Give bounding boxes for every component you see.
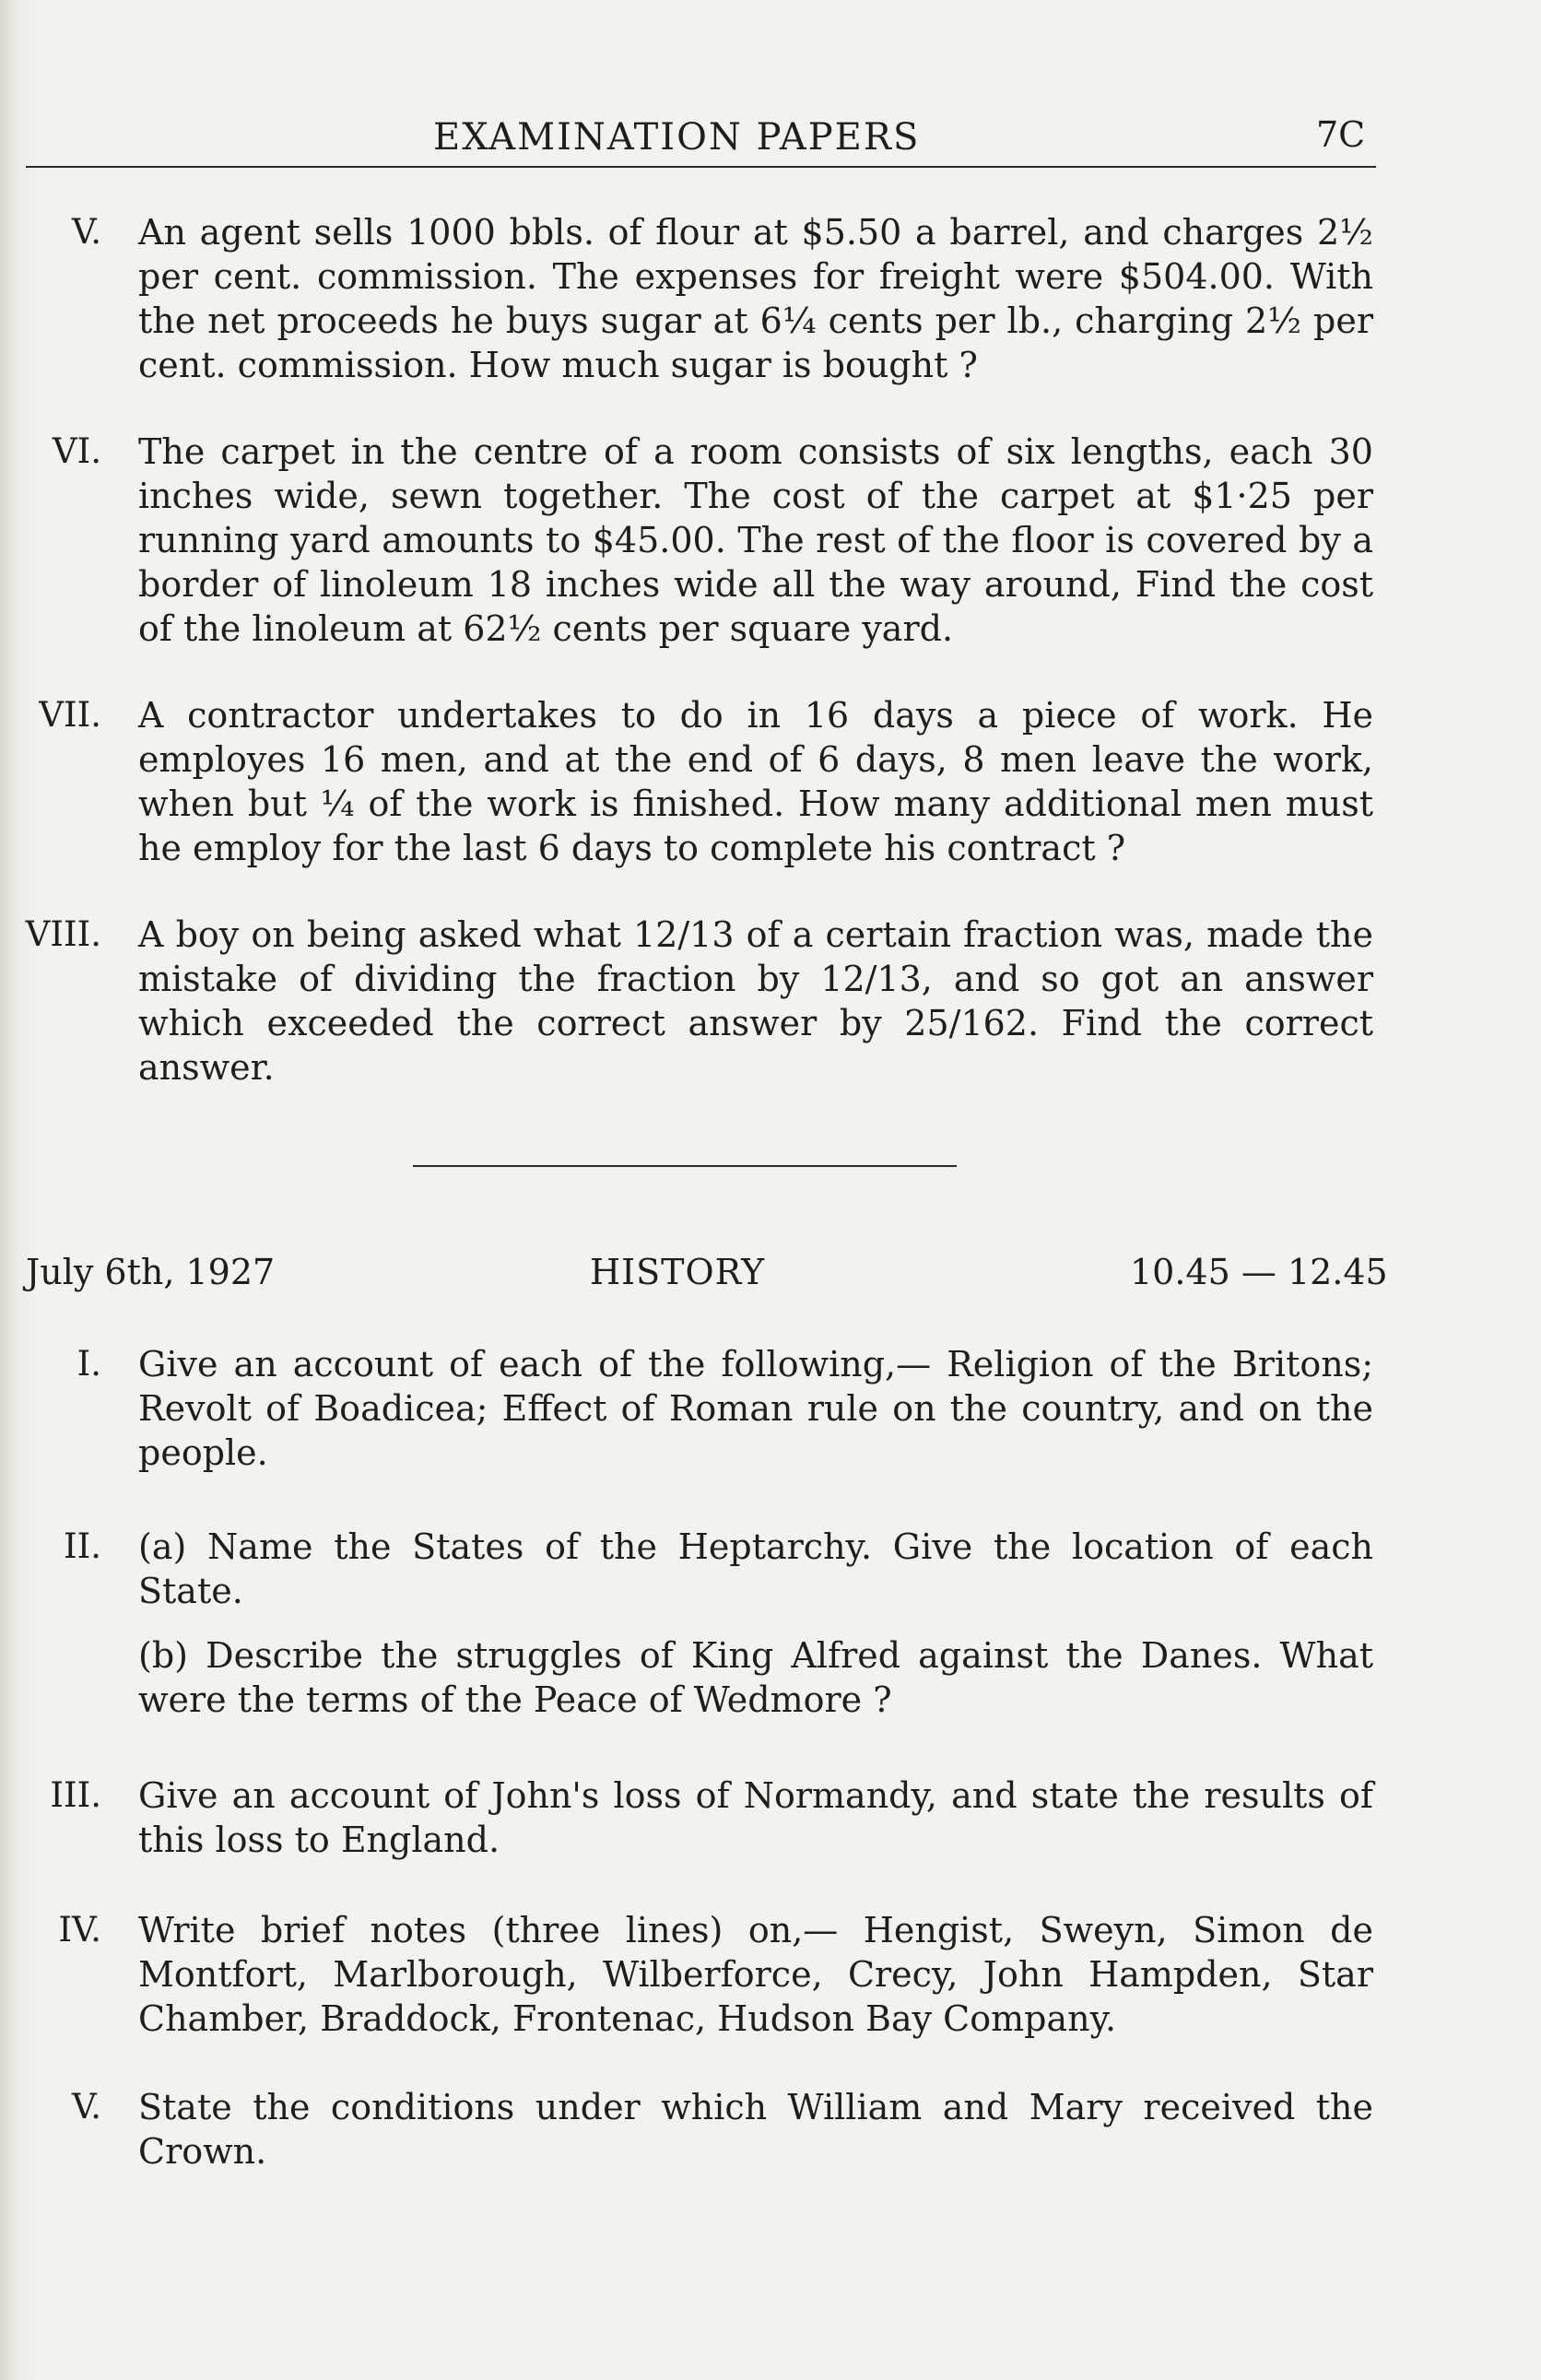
question-text: An agent sells 1000 bbls. of flour at $5.50 a barrel, and charges 2½ per cent. commission. The expenses for freight were $504.00. With the net proceeds he buys sugar at 6¼ cents per lb., charging 2½ per cent. commission. How much sugar is bought ? [138,212,1373,385]
question-number: IV. [58,1910,101,1950]
question-text: A boy on being asked what 12/13 of a certain fraction was, made the mistake of dividing the fraction by 12/13, and so got an answer which exceeded the correct answer by 25/162. Find the correct answer. [138,914,1373,1088]
exam-time: 10.45 — 12.45 [1130,1252,1388,1292]
question-number: III. [50,1775,101,1815]
exam-subject: HISTORY [590,1252,766,1292]
question-text [138,1525,1373,1722]
question-number: V. [71,212,101,252]
question-number: VI. [52,431,101,471]
running-head [0,109,1541,164]
running-title: EXAMINATION PAPERS [433,116,921,159]
question-text: Give an account of each of the following,— Religion of the Britons; Revolt of Boadicea; Effect of Roman rule on the country, and on the people. [138,1344,1373,1473]
exam-date: July 6th, 1927 [26,1252,276,1292]
question-text: The carpet in the centre of a room consists of six lengths, each 30 inches wide, sewn together. The cost of the carpet at $1·25 per running yard amounts to $45.00. The rest of the floor is covered by a border of linoleum 18 inches wide all the way around, Find the cost of the linoleum at 62½ cents per square yard. [138,431,1373,649]
history-section-header [0,1252,1541,1298]
header-rule [26,166,1376,168]
question-part-a: (a) Name the States of the Heptarchy. Give the location of each State. [138,1526,1373,1611]
question-text: Write brief notes (three lines) on,— Hengist, Sweyn, Simon de Montfort, Marlborough, Wilberforce, Crecy, John Hampden, Star Chamber, Braddock, Frontenac, Hudson Bay Company. [138,1910,1373,2039]
question-number: II. [64,1526,101,1566]
question-text: A contractor undertakes to do in 16 days a piece of work. He employes 16 men, and at the end of 6 days, 8 men leave the work, when but ¼ of the work is finished. How many additional men must he employ for the last 6 days to complete his contract ? [138,695,1373,868]
question-part-b: (b) Describe the struggles of King Alfred against the Danes. What were the terms of the Peace of Wedmore ? [138,1635,1373,1720]
question-number: VII. [39,695,101,735]
section-divider [413,1165,957,1167]
question-number: VIII. [25,914,101,954]
page-number: 7C [1316,114,1366,155]
question-text: Give an account of John's loss of Normandy, and state the results of this loss to England. [138,1775,1373,1860]
question-number: V. [71,2087,101,2127]
question-text: State the conditions under which William and Mary received the Crown. [138,2087,1373,2172]
question-number: I. [76,1344,101,1384]
